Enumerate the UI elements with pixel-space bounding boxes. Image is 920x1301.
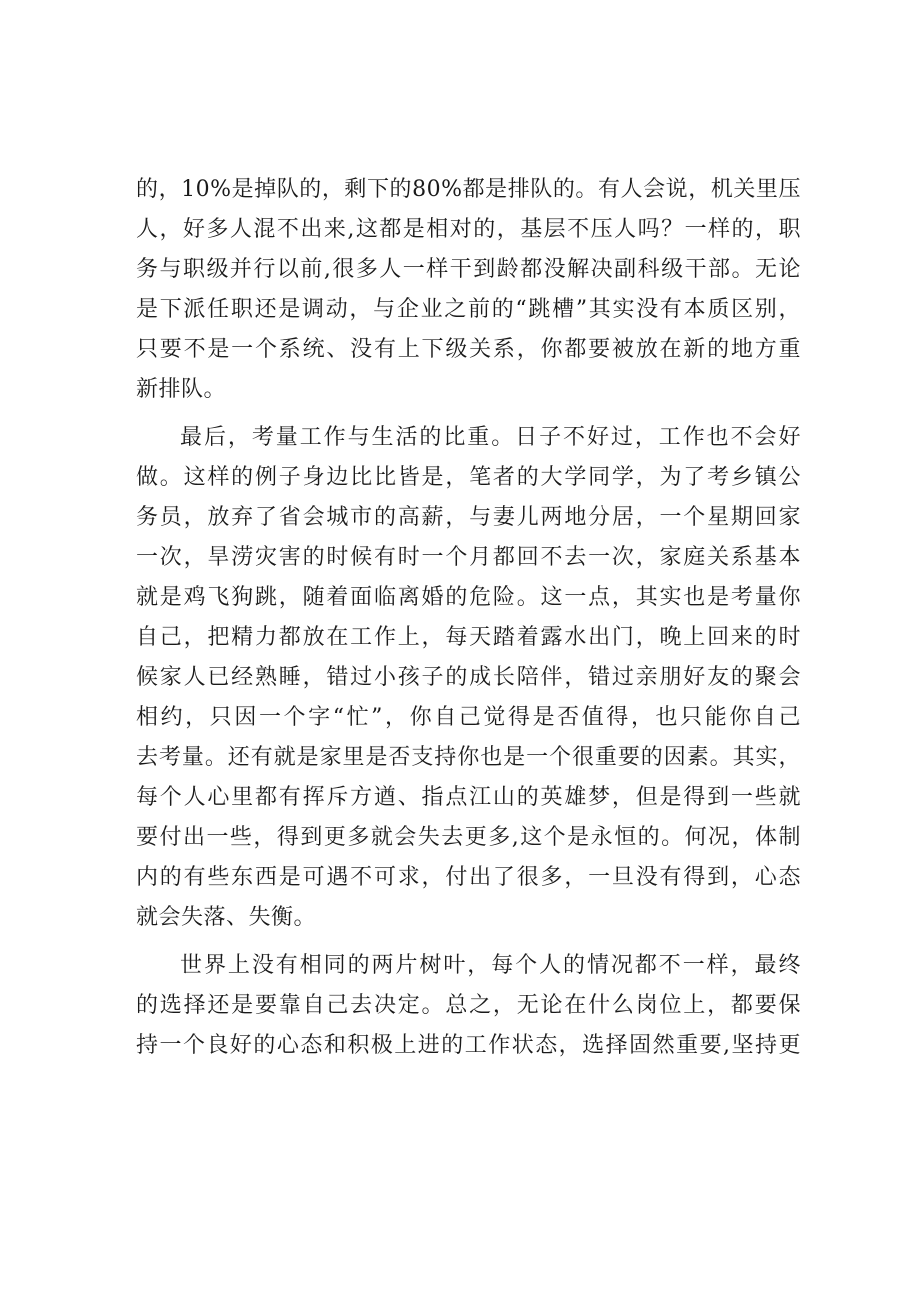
- text-line: 务员，放弃了省会城市的高薪，与妻儿两地分居，一个星期回家: [136, 505, 801, 530]
- body-text: [136, 170, 801, 1066]
- text-line: 候家人已经熟睡，错过小孩子的成长陪伴，错过亲朋好友的聚会: [136, 665, 801, 690]
- text-line: 最后，考量工作与生活的比重。日子不好过，工作也不会好: [180, 425, 801, 450]
- text-line: 就是鸡飞狗跳，随着面临离婚的危险。这一点，其实也是考量你: [136, 585, 801, 610]
- text-line: 相约，只因一个字“忙”，你自己觉得是否值得，也只能你自己: [136, 705, 801, 730]
- text-line: 是下派任职还是调动，与企业之前的“跳槽”其实没有本质区别，: [136, 297, 801, 322]
- text-line: 只要不是一个系统、没有上下级关系，你都要被放在新的地方重: [136, 337, 801, 362]
- text-line: 务与职级并行以前,很多人一样干到龄都没解决副科级干部。无论: [136, 257, 801, 282]
- text-line: 做。这样的例子身边比比皆是，笔者的大学同学，为了考乡镇公: [136, 465, 801, 490]
- text-line: 新排队。: [136, 377, 227, 402]
- text-line: 内的有些东西是可遇不可求，付出了很多，一旦没有得到，心态: [136, 865, 801, 890]
- paragraph-3: [136, 946, 801, 1066]
- text-line: 持一个良好的心态和积极上进的工作状态，选择固然重要,坚持更: [136, 1033, 801, 1058]
- text-line: 去考量。还有就是家里是否支持你也是一个很重要的因素。其实，: [136, 745, 801, 770]
- text-line: 的选择还是要靠自己去决定。总之，无论在什么岗位上，都要保: [136, 993, 801, 1018]
- text-line: 就会失落、失衡。: [136, 905, 317, 930]
- text-line: 每个人心里都有挥斥方遒、指点江山的英雄梦，但是得到一些就: [136, 785, 801, 810]
- paragraph-1: [136, 170, 801, 410]
- text-line: 一次，旱涝灾害的时候有时一个月都回不去一次，家庭关系基本: [136, 545, 801, 570]
- text-line: 要付出一些，得到更多就会失去更多,这个是永恒的。何况，体制: [136, 825, 801, 850]
- text-line: 世界上没有相同的两片树叶，每个人的情况都不一样，最终: [180, 953, 801, 978]
- text-line: 自己，把精力都放在工作上，每天踏着露水出门，晚上回来的时: [136, 625, 801, 650]
- text-line: 的，10%是掉队的，剩下的80%都是排队的。有人会说，机关里压: [136, 177, 801, 202]
- text-line: 人，好多人混不出来,这都是相对的，基层不压人吗？一样的，职: [136, 217, 801, 242]
- paragraph-2: [136, 418, 801, 938]
